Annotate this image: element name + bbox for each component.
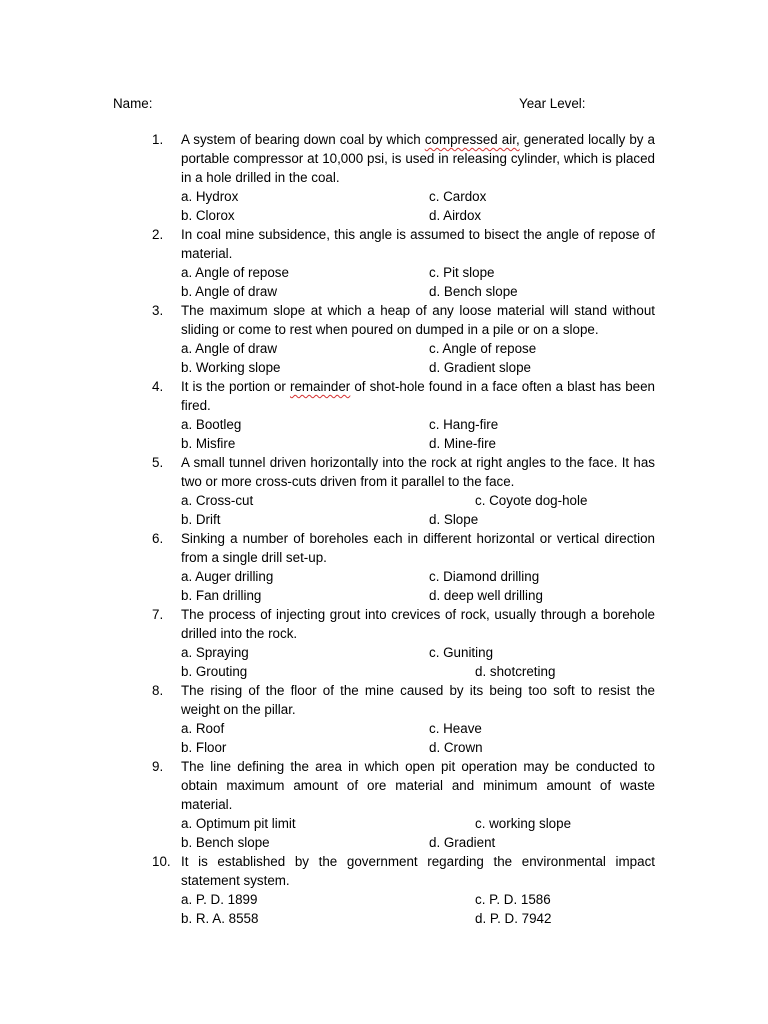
question-7 — [0, 605, 768, 681]
question-8 — [0, 681, 768, 757]
question-text: It is established by the government regarding the environmental impact statement system. — [181, 854, 655, 888]
option-a: a. Spraying — [181, 645, 249, 660]
option-c: c. Coyote dog-hole — [475, 493, 588, 508]
option-d: d. Mine-fire — [429, 436, 496, 451]
question-text: Sinking a number of boreholes each in different horizontal or vertical direction from a single drill set-up. — [181, 531, 655, 565]
option-d: d. Bench slope — [429, 284, 518, 299]
question-number: 5. — [152, 455, 164, 470]
question-number: 6. — [152, 531, 164, 546]
question-number: 10. — [152, 854, 171, 869]
option-b: b. R. A. 8558 — [181, 911, 259, 926]
option-c: c. Hang-fire — [429, 417, 499, 432]
option-c: c. Pit slope — [429, 265, 495, 280]
question-number: 1. — [152, 132, 164, 147]
option-a: a. Optimum pit limit — [181, 816, 296, 831]
question-text: The rising of the floor of the mine caused by its being too soft to resist the weight on the pillar. — [181, 683, 655, 717]
option-a: a. Roof — [181, 721, 225, 736]
option-d: d. shotcreting — [475, 664, 556, 679]
option-b: b. Clorox — [181, 208, 235, 223]
option-a: a. Cross-cut — [181, 493, 254, 508]
question-4 — [0, 377, 768, 453]
option-c: c. Diamond drilling — [429, 569, 540, 584]
question-number: 4. — [152, 379, 164, 394]
option-d: d. Slope — [429, 512, 479, 527]
option-a: a. Angle of draw — [181, 341, 278, 356]
question-text: It is the portion or remainder of shot-hole found in a face often a blast has been fired. — [181, 379, 655, 413]
option-c: c. Angle of repose — [429, 341, 537, 356]
option-a: a. Angle of repose — [181, 265, 289, 280]
option-a: a. Hydrox — [181, 189, 239, 204]
option-a: a. Bootleg — [181, 417, 242, 432]
option-d: d. deep well drilling — [429, 588, 543, 603]
option-d: d. Airdox — [429, 208, 482, 223]
question-1 — [0, 130, 768, 225]
question-2 — [0, 225, 768, 301]
option-c: c. Guniting — [429, 645, 494, 660]
option-c: c. P. D. 1586 — [475, 892, 551, 907]
question-text: The maximum slope at which a heap of any loose material will stand without sliding or come to rest when poured on dumped in a pile or on a slope. — [181, 303, 655, 337]
question-number: 8. — [152, 683, 164, 698]
question-text: The line defining the area in which open pit operation may be conducted to obtain maximum amount of ore material and minimum amount of waste material. — [181, 759, 655, 812]
option-b: b. Angle of draw — [181, 284, 278, 299]
question-number: 3. — [152, 303, 164, 318]
question-9 — [0, 757, 768, 852]
option-b: b. Bench slope — [181, 835, 270, 850]
option-c: c. Cardox — [429, 189, 487, 204]
option-d: d. P. D. 7942 — [475, 911, 552, 926]
question-3 — [0, 301, 768, 377]
option-a: a. P. D. 1899 — [181, 892, 258, 907]
option-a: a. Auger drilling — [181, 569, 274, 584]
question-text: A small tunnel driven horizontally into the rock at right angles to the face. It has two or more cross-cuts driven from it parallel to the face. — [181, 455, 655, 489]
name-label: Name: — [113, 96, 153, 111]
option-b: b. Working slope — [181, 360, 281, 375]
option-b: b. Floor — [181, 740, 227, 755]
option-b: b. Drift — [181, 512, 221, 527]
option-d: d. Gradient slope — [429, 360, 531, 375]
spellcheck-mark: compressed air, — [424, 132, 520, 147]
question-5 — [0, 453, 768, 529]
question-number: 9. — [152, 759, 164, 774]
option-c: c. working slope — [475, 816, 572, 831]
question-text: The process of injecting grout into crevices of rock, usually through a borehole drilled into the rock. — [181, 607, 655, 641]
option-b: b. Grouting — [181, 664, 248, 679]
option-b: b. Misfire — [181, 436, 236, 451]
question-list — [0, 130, 768, 928]
question-text: A system of bearing down coal by which compressed air, generated locally by a portable compressor at 10,000 psi, is used in releasing cylinder, which is placed in a hole drilled in the coal. — [181, 132, 655, 185]
spellcheck-mark: remainder — [289, 379, 351, 394]
option-d: d. Crown — [429, 740, 483, 755]
question-text: In coal mine subsidence, this angle is assumed to bisect the angle of repose of material. — [181, 227, 655, 261]
question-10 — [0, 852, 768, 928]
question-number: 7. — [152, 607, 164, 622]
question-number: 2. — [152, 227, 164, 242]
option-c: c. Heave — [429, 721, 482, 736]
option-b: b. Fan drilling — [181, 588, 262, 603]
header — [113, 94, 658, 113]
question-6 — [0, 529, 768, 605]
option-d: d. Gradient — [429, 835, 496, 850]
year-level-label: Year Level: — [519, 96, 586, 111]
